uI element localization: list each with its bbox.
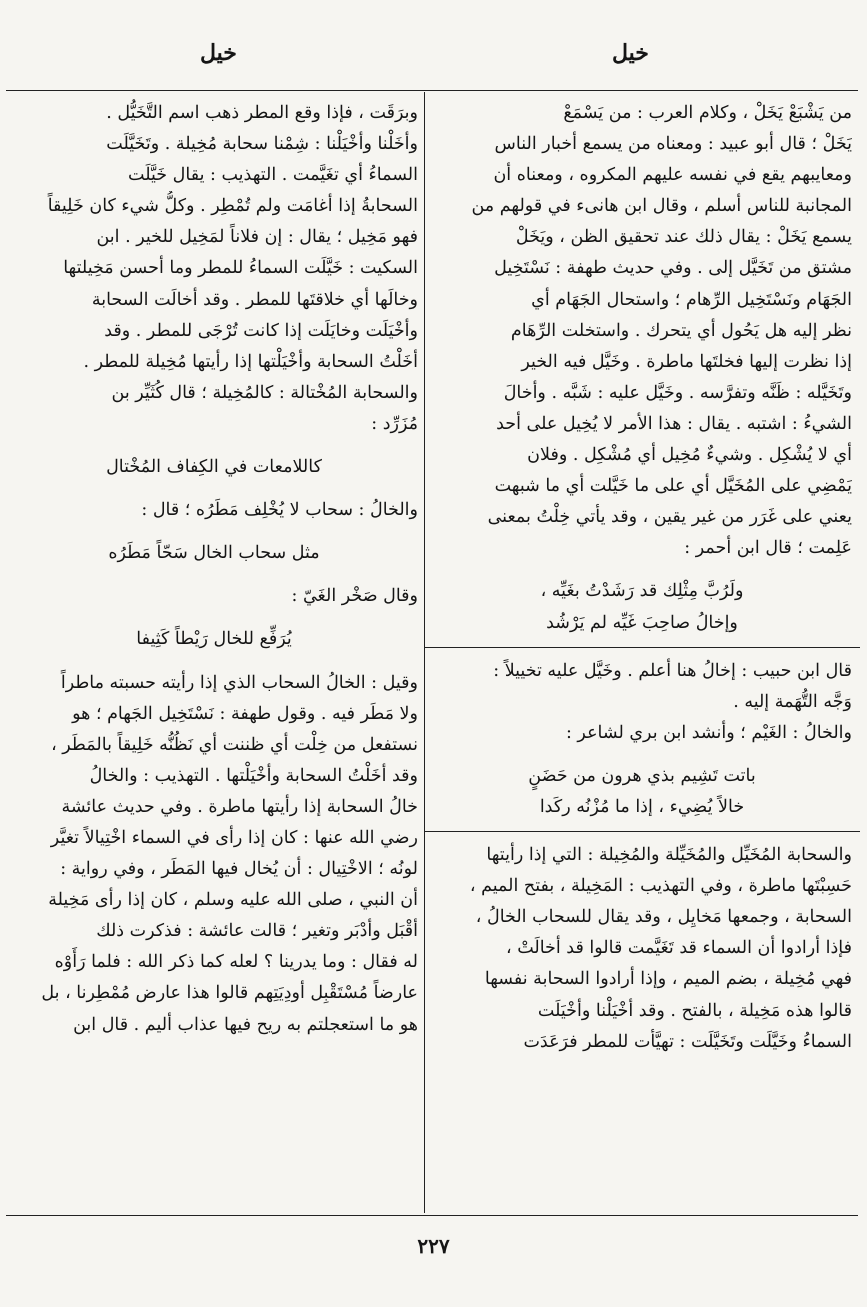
- text-line: عَلِمت ؛ قال ابن أحمر :: [684, 538, 852, 559]
- verse-line: ولَرُبَّ مِثْلِك قد رَشَدْتُ بغَيِّه ،: [540, 581, 744, 602]
- verse-line: وإخالُ صاحِبَ غَيِّه لم يَرْشُد: [546, 612, 738, 633]
- text-line: وأخْيَلَت وخايَلَت إذا كانت تُرْجَى للمطر . وقد: [104, 320, 418, 341]
- section-rule: [424, 647, 860, 648]
- text-line: وقيل : الخالُ السحاب الذي إذا رأيته حسبته ماطراً: [60, 672, 418, 693]
- text-line: السماءُ وخَيَّلَت وتَخَيَّلَت : تهيَّأت للمطر فرَعَدَت: [523, 1031, 852, 1052]
- text-line: ولا مَطَر فيه . وقول طهفة : نَسْتَخِيل الجَهام ؛ هو: [72, 703, 418, 724]
- text-line: والسحابة المُخَيِّل والمُخَيِّلة والمُخِيلة : التي إذا رأيتها: [486, 845, 852, 866]
- spacer: [10, 569, 418, 581]
- text-line: المجانبة للناس أسلم ، وقال ابن هانىء في قولهم من: [471, 196, 852, 217]
- text-line: خالُ السحابة إذا رأيتها ماطرة . وفي حديث عائشة: [61, 796, 418, 817]
- text-line: وَجَّه التُّهَمة إليه .: [733, 691, 852, 712]
- spacer: [10, 612, 418, 624]
- page-number: ٢٢٧: [417, 1234, 450, 1258]
- text-line: من يَشْبَعْ يَخَلْ ، وكلام العرب : من يَسْمَعْ: [563, 103, 852, 123]
- text-line: مشتق من تَخَيَّل إلى . وفي حديث طهفة : نَسْتَخِيل: [494, 258, 852, 279]
- text-line: إذا نظرت إليها فخلتَها ماطرة . وخَيَّل فيه الخير: [521, 351, 852, 372]
- left-column: [10, 98, 418, 1041]
- running-header-left: خيل: [200, 40, 237, 66]
- text-line: يسمع يَخَلْ : يقال ذلك عند تحقيق الظن ، ويَخَلْ: [515, 227, 852, 248]
- text-line: نظر إليه هل يَحُول أي يتحرك . واستخلت الرِّهَام: [510, 320, 852, 341]
- text-line: الشيءُ : اشتبه . يقال : هذا الأمر لا يُخِيل على أحد: [496, 413, 852, 434]
- verse-line: مثل سحاب الخال سَحّاً مَطَرُه: [108, 543, 320, 564]
- text-line: هو ما استعجلتم به ريح فيها عذاب أليم . قال ابن: [73, 1014, 418, 1035]
- text-line: يعني على غَرَر من غير يقين ، وقد يأتي خِلْتُ بمعنى: [487, 507, 852, 528]
- text-line: أخَلْتُ السحابة وأخْيَلْتها إذا رأيتها مُخِيلة للمطر .: [83, 351, 418, 372]
- text-line: قالوا هذه مَخِيلة ، بالفتح . وقد أخْيَلْنا وأخْيَلَت: [537, 1000, 852, 1021]
- spacer: [10, 440, 418, 452]
- text-line: والسحابة المُخْتالة : كالمُخِيلة ؛ قال كُثَيِّر بن: [111, 382, 418, 403]
- text-line: يَمْضِي على المُخَيَّل أي على ما خَيَّلت أي ما شبهت: [494, 476, 852, 497]
- text-line: السكيت : خَيَّلَت السماءُ للمطر وما أحسن مَخِيلتها: [63, 258, 418, 279]
- text-line: وقال صَخْر الغَيّ :: [291, 586, 418, 607]
- spacer: [10, 483, 418, 495]
- text-line: له فقال : وما يدرينا ؟ لعله كما ذكر الله : فلما رَأَوْه: [54, 952, 418, 973]
- verse-line: باتت تَشِيم بذي هرون من حَضَنٍ: [528, 765, 756, 786]
- text-line: نستفعل من خِلْت أي ظننت أي نَظُنُّه خَلِيقاً بالمَطَر ،: [51, 734, 418, 755]
- text-line: أن النبي ، صلى الله عليه وسلم ، كان إذا رأى مَخِيلة: [48, 890, 418, 911]
- header-rule: [6, 90, 858, 91]
- text-line: أقْبَل وأدْبَر وتغير ؛ قالت عائشة : فذكرت ذلك: [96, 921, 418, 942]
- text-line: الجَهَام ونَسْتَخِيل الرِّهام ؛ واستحال الجَهَام أي: [531, 289, 852, 310]
- verse-line: كاللامعات في الكِفاف المُخْتال: [106, 457, 322, 478]
- text-line: مُزَرِّد :: [371, 413, 418, 434]
- text-line: ومعايبهم يقع في نفسه عليهم المكروه ، ومعناه أن: [493, 165, 852, 186]
- text-line: رضي الله عنها : كان إذا رأى في السماء اخْتِيالاً تغيَّر: [50, 827, 418, 848]
- text-line: فإذا أرادوا أن السماء قد تَغَيَّمت قالوا قد أخالَتْ ،: [505, 938, 852, 959]
- section-rule: [424, 831, 860, 832]
- text-line: وأخَلْنا وأخْيَلْنا : شِمْنا سحابة مُخِيلة . وتَخَيَّلَت: [106, 134, 418, 155]
- text-line: وتَخَيَّله : ظَنَّه وتفرَّسه . وخَيَّل عليه : شَبَّه . وأخالَ: [503, 382, 852, 403]
- spacer: [10, 656, 418, 668]
- text-line: وخالَها أي خلاقتَها للمطر . وقد أخالَت السحابة: [91, 289, 418, 310]
- spacer: [432, 564, 852, 576]
- spacer: [432, 749, 852, 761]
- text-line: عارضاً مُسْتَقْبِل أودِيَتِهم قالوا هذا عارض مُمْطِرنا ، بل: [41, 983, 418, 1004]
- text-line: فهي مُخِيلة ، بضم الميم ، وإذا أرادوا السحابة نفسها: [484, 969, 852, 990]
- text-line: قال ابن حبيب : إخالُ هنا أعلم . وخَيَّل عليه تخييلاً :: [493, 660, 852, 681]
- text-line: السماءُ أي تغَيَّمت . التهذيب : يقال خَيَّلَت: [128, 165, 418, 186]
- text-line: والخالُ : سحاب لا يُخْلِف مَطَرُه ؛ قال :: [141, 500, 418, 521]
- text-line: السحابةُ إذا أغامَت ولم تُمْطِر . وكلُّ شيء كان خَلِيقاً: [47, 196, 418, 217]
- spacer: [10, 526, 418, 538]
- right-column: [432, 98, 852, 1058]
- text-line: يَخَلْ ؛ قال أبو عبيد : ومعناه من يسمع أخبار الناس: [494, 134, 852, 155]
- text-line: حَسِبْتَها ماطرة ، وفي التهذيب : المَخِيلة ، بفتح الميم ،: [469, 876, 852, 897]
- text-line: وقد أخَلْتُ السحابة وأخْيَلْتها . التهذيب : والخالُ: [89, 765, 418, 786]
- verse-line: خالاً يُضِيء ، إذا ما مُزْنُه ركَدا: [539, 796, 745, 817]
- verse-line: يُرَفِّع للخال رَيْطاً كَثِيفا: [136, 629, 292, 650]
- text-line: فهو مَخِيل ؛ يقال : إن فلاناً لمَخِيل للخير . ابن: [96, 227, 418, 248]
- running-header-right: خيل: [612, 40, 649, 66]
- text-line: والخالُ : الغَيْم ؛ وأنشد ابن بري لشاعر :: [565, 722, 852, 743]
- footer-rule: [6, 1215, 858, 1216]
- text-line: لونُه ؛ الاخْتِيال : أن يُخال فيها المَطَر ، وفي رواية :: [60, 859, 418, 880]
- text-line: أي لا يُشْكِل . وشيءٌ مُخِيل أي مُشْكِل . وفلان: [527, 445, 852, 466]
- text-line: السحابة ، وجمعها مَخايِل ، وقد يقال للسحاب الخالُ ،: [475, 907, 852, 928]
- column-separator: [424, 92, 425, 1213]
- text-line: وبرَقَت ، فإذا وقع المطر ذهب اسم التَّخَيُّل .: [106, 103, 418, 123]
